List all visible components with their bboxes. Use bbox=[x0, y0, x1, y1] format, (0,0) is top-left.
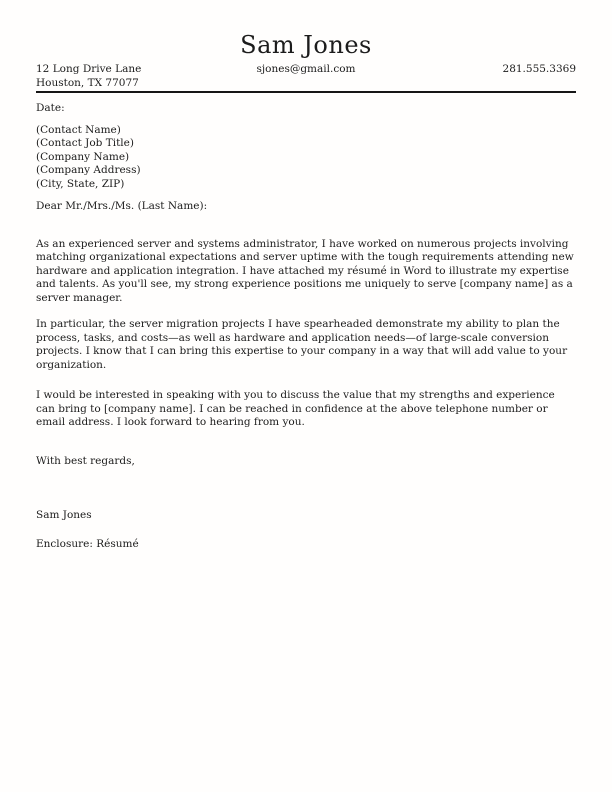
contact-info-row bbox=[36, 63, 576, 90]
recipient-job-title: (Contact Job Title) bbox=[36, 137, 134, 149]
recipient-company-address: (Company Address) bbox=[36, 164, 141, 176]
phone-number: 281.555.3369 bbox=[502, 63, 576, 75]
mailing-address bbox=[36, 63, 216, 90]
date-label: Date: bbox=[36, 102, 65, 114]
closing-phrase: With best regards, bbox=[36, 454, 135, 467]
body-paragraph-2: In particular, the server migration projects I have spearheaded demonstrate my ability to plan the process, tasks, and costs—as well as hardware and application needs—of large-scale conversion projects. I know that I can bring this expertise to your company in a way that will add value to your organization. bbox=[36, 318, 568, 371]
body-paragraph-1: As an experienced server and systems administrator, I have worked on numerous projects involving matching organizational expectations and server uptime with the tough requirements attending new hardware and application integration. I have attached my résumé in Word to illustrate my expertise and talents. As you'll see, my strong experience positions me uniquely to serve [company name] as a server manager. bbox=[36, 237, 574, 304]
letter-header bbox=[36, 30, 576, 93]
salutation: Dear Mr./Mrs./Ms. (Last Name): bbox=[36, 200, 208, 212]
email-address: sjones@gmail.com bbox=[256, 63, 356, 75]
recipient-city-state-zip: (City, State, ZIP) bbox=[36, 177, 125, 190]
signature-name: Sam Jones bbox=[36, 509, 92, 521]
header-divider bbox=[36, 91, 576, 93]
address-line-1: 12 Long Drive Lane bbox=[36, 63, 142, 75]
recipient-contact-name: (Contact Name) bbox=[36, 123, 121, 136]
enclosure-note: Enclosure: Résumé bbox=[36, 537, 139, 550]
recipient-company-name: (Company Name) bbox=[36, 150, 130, 163]
address-line-2: Houston, TX 77077 bbox=[36, 76, 139, 89]
letter-body bbox=[36, 102, 576, 551]
recipient-block bbox=[36, 124, 576, 192]
body-paragraph-3: I would be interested in speaking with you to discuss the value that my strengths and experience can bring to [company name]. I can be reached in confidence at the above telephone number or email address. I look forward to hearing from you. bbox=[36, 389, 555, 428]
applicant-name: Sam Jones bbox=[240, 31, 372, 59]
